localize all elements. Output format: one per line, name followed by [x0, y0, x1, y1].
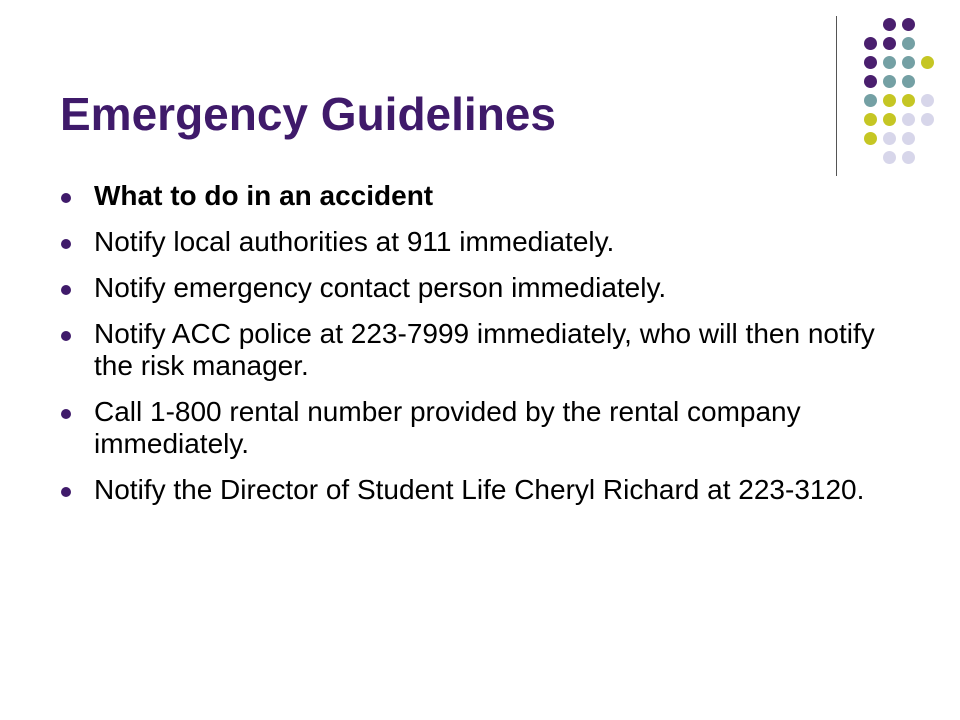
bullet-text: What to do in an accident — [94, 180, 434, 211]
slide-title: Emergency Guidelines — [60, 88, 556, 140]
decorative-dot-icon — [902, 75, 915, 88]
bullet-dot-icon — [61, 239, 71, 249]
decorative-dot-icon — [864, 37, 877, 50]
decorative-dot-icon — [883, 56, 896, 69]
decorative-dot-icon — [902, 56, 915, 69]
decorative-dot-icon — [864, 132, 877, 145]
decorative-dot-icon — [883, 37, 896, 50]
bullet-text: Notify emergency contact person immediately. — [94, 272, 667, 303]
decorative-dot-icon — [902, 18, 915, 31]
decorative-dot-icon — [902, 37, 915, 50]
decorative-dot-icon — [864, 56, 877, 69]
decorative-dot-icon — [883, 113, 896, 126]
decorative-dot-icon — [902, 132, 915, 145]
decorative-dot-icon — [883, 132, 896, 145]
bullet-dot-icon — [61, 409, 71, 419]
bullet-item — [60, 180, 900, 212]
decorative-dot-icon — [864, 94, 877, 107]
decorative-dot-icon — [902, 113, 915, 126]
decorative-dot-icon — [921, 94, 934, 107]
decorative-dot-icon — [883, 151, 896, 164]
decorative-dot-icon — [883, 18, 896, 31]
decorative-dot-icon — [883, 94, 896, 107]
bullet-text: Notify local authorities at 911 immediately. — [94, 226, 615, 257]
bullet-text: Notify ACC police at 223-7999 immediately, who will then notify the risk manager. — [94, 318, 875, 381]
bullet-dot-icon — [61, 487, 71, 497]
decorative-dot-icon — [883, 75, 896, 88]
bullet-text: Notify the Director of Student Life Cheryl Richard at 223-3120. — [94, 474, 865, 505]
bullet-item — [60, 396, 900, 460]
decorative-dot-icon — [921, 56, 934, 69]
bullet-item — [60, 272, 900, 304]
decorative-dot-icon — [902, 94, 915, 107]
divider-line — [836, 16, 837, 176]
bullet-text: Call 1-800 rental number provided by the rental company immediately. — [94, 396, 801, 459]
bullet-list — [60, 180, 900, 520]
decorative-dot-icon — [864, 75, 877, 88]
decorative-dot-icon — [921, 113, 934, 126]
decorative-dot-icon — [902, 151, 915, 164]
decorative-dot-icon — [864, 113, 877, 126]
bullet-dot-icon — [61, 193, 71, 203]
bullet-item — [60, 226, 900, 258]
bullet-dot-icon — [61, 331, 71, 341]
bullet-dot-icon — [61, 285, 71, 295]
bullet-item — [60, 318, 900, 382]
bullet-item — [60, 474, 900, 506]
